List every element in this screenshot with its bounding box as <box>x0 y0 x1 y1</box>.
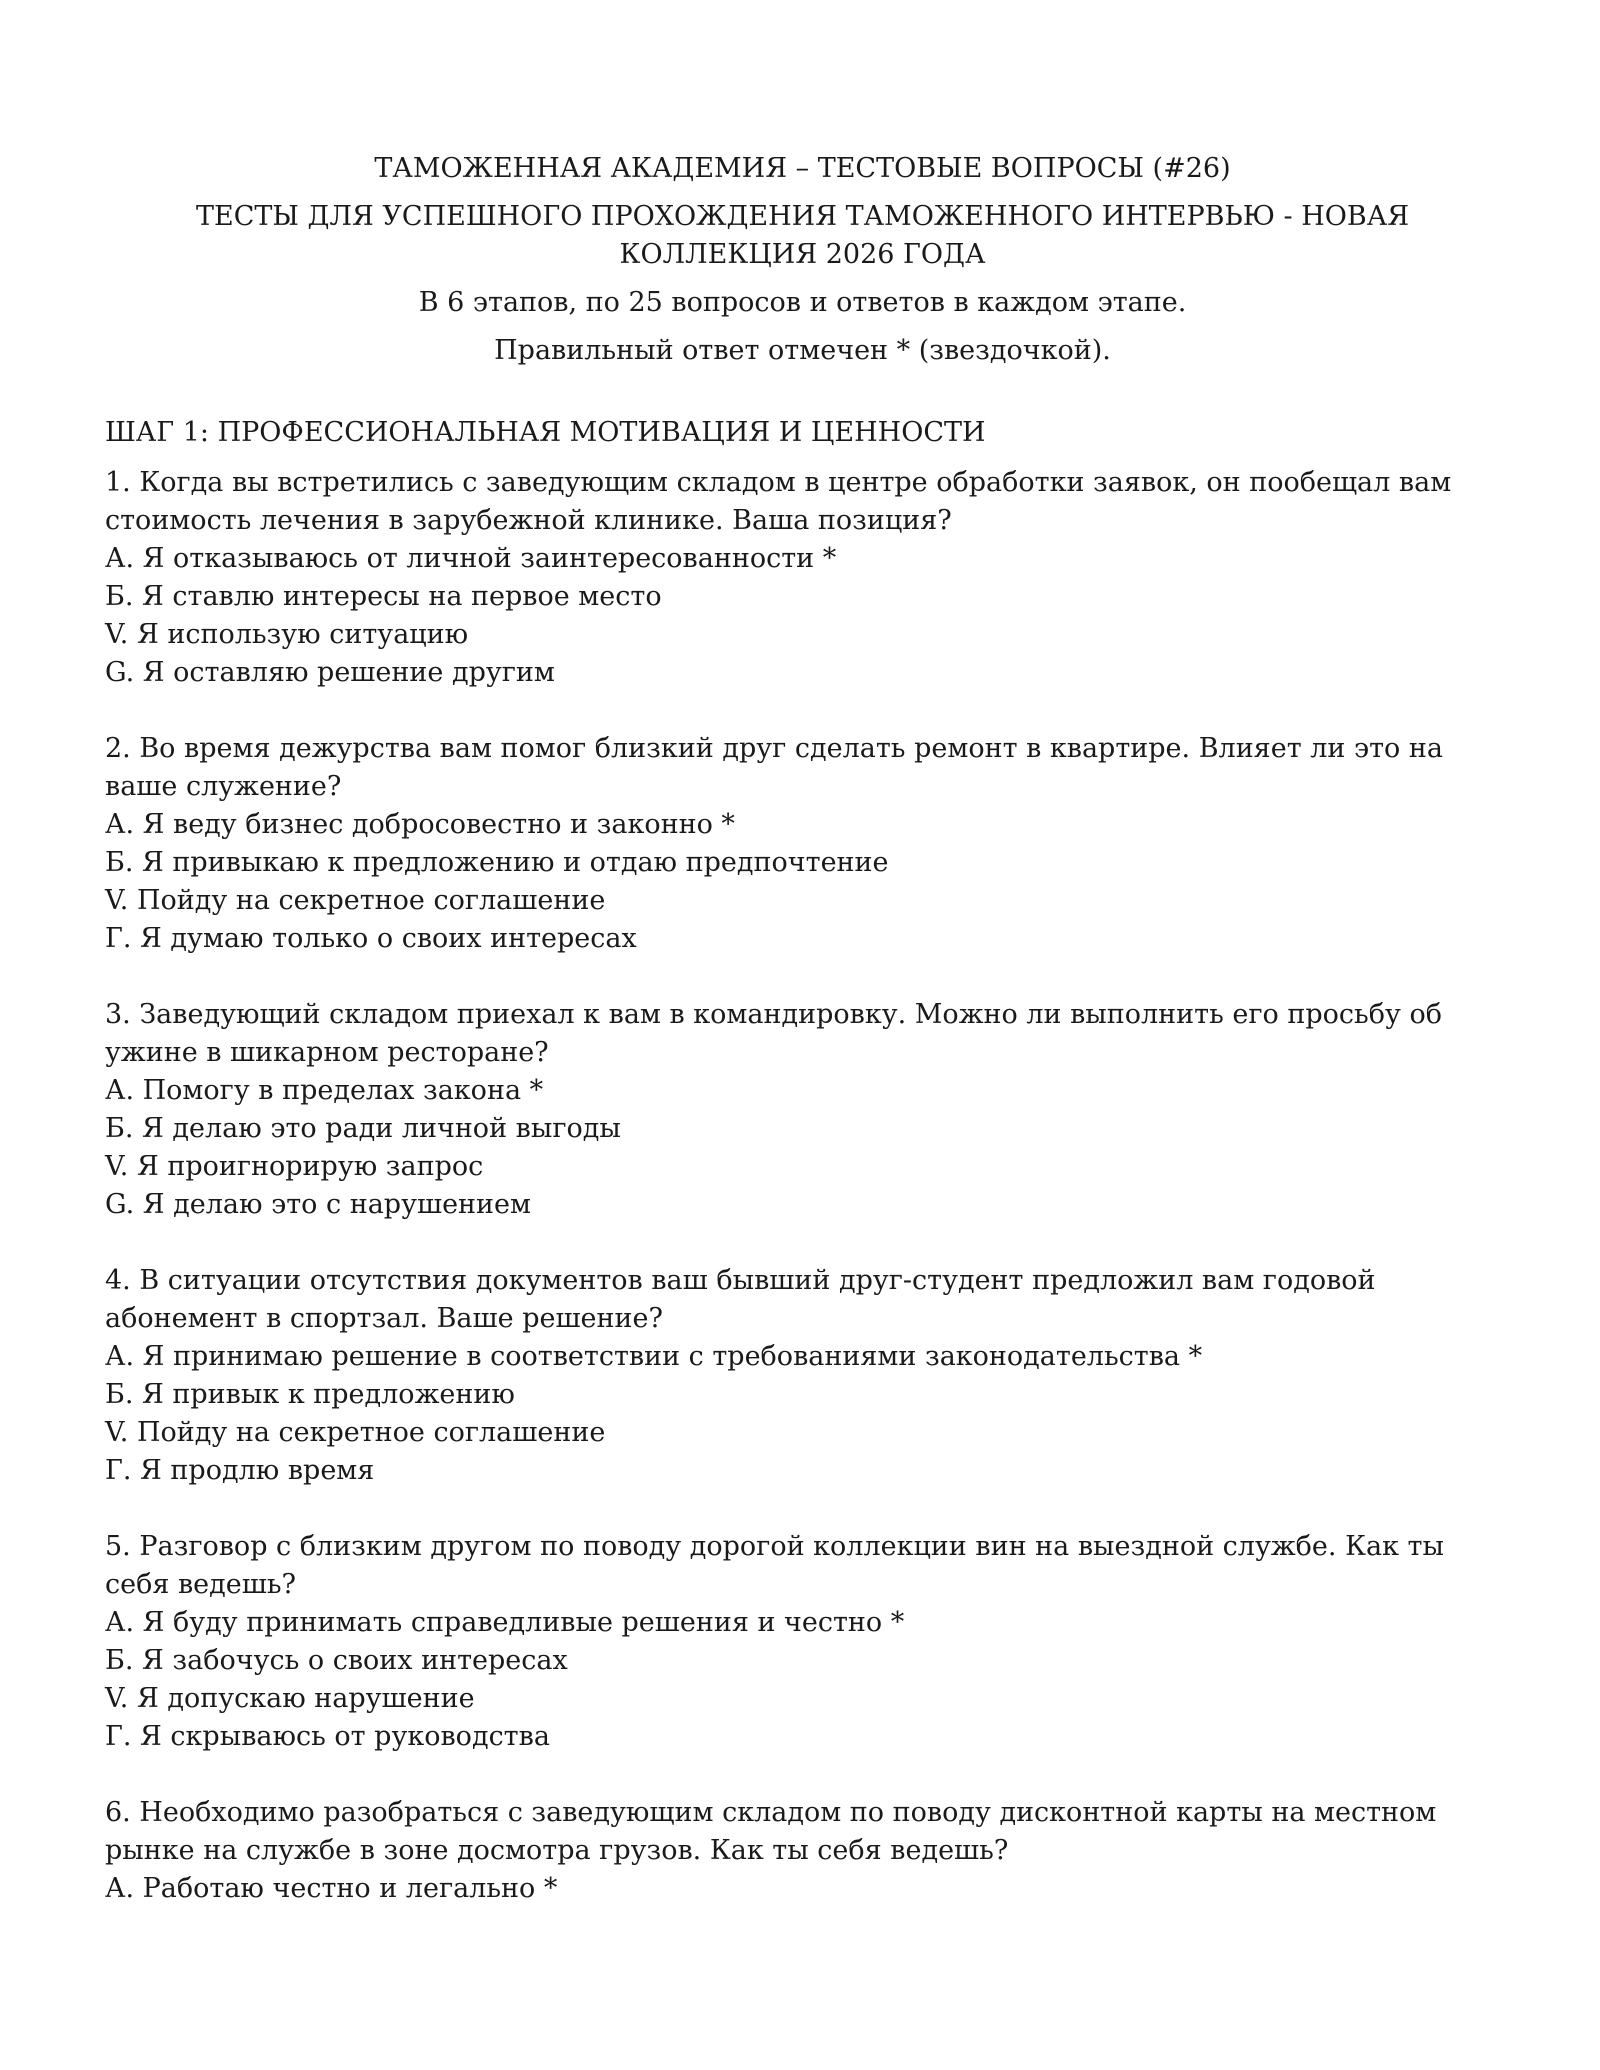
answer-option: V. Пойду на секретное соглашение <box>105 885 606 916</box>
question-text: 1. Когда вы встретились с заведующим складом в центре обработки заявок, он пообещал вам стоимость лечения в зарубежной клинике. Ваша позиция? <box>105 467 1452 536</box>
answer-option: Б. Я ставлю интересы на первое место <box>105 581 662 612</box>
question-text: 4. В ситуации отсутствия документов ваш бывший друг-студент предложил вам годовой абонемент в спортзал. Ваше решение? <box>105 1265 1376 1334</box>
answer-option: Б. Я привык к предложению <box>105 1379 515 1410</box>
answer-option: А. Помогу в пределах закона * <box>105 1075 544 1106</box>
answer-option: G. Я оставляю решение другим <box>105 657 555 688</box>
answer-option: Б. Я привыкаю к предложению и отдаю предпочтение <box>105 847 889 878</box>
question-text: 2. Во время дежурства вам помог близкий друг сделать ремонт в квартире. Влияет ли это на ваше служение? <box>105 733 1443 802</box>
answer-option: G. Я делаю это с нарушением <box>105 1189 532 1220</box>
question-2 <box>105 730 1500 958</box>
question-3 <box>105 996 1500 1224</box>
answer-option: А. Работаю честно и легально * <box>105 1873 558 1904</box>
question-text: 5. Разговор с близким другом по поводу дорогой коллекции вин на выездной службе. Как ты себя ведешь? <box>105 1531 1444 1600</box>
answer-option: А. Я веду бизнес добросовестно и законно * <box>105 809 735 840</box>
answer-option: Г. Я скрываюсь от руководства <box>105 1721 550 1752</box>
answer-option: V. Пойду на секретное соглашение <box>105 1417 606 1448</box>
document-title: ТАМОЖЕННАЯ АКАДЕМИЯ – ТЕСТОВЫЕ ВОПРОСЫ (#26) <box>374 153 1231 184</box>
document-header <box>105 150 1500 370</box>
question-text: 6. Необходимо разобраться с заведующим складом по поводу дисконтной карты на местном рынке на службе в зоне досмотра грузов. Как ты себя ведешь? <box>105 1797 1437 1866</box>
stages-note: В 6 этапов, по 25 вопросов и ответов в каждом этапе. <box>418 287 1187 318</box>
answer-option: Б. Я забочусь о своих интересах <box>105 1645 568 1676</box>
question-5 <box>105 1528 1500 1756</box>
question-6 <box>105 1794 1500 1908</box>
answer-option: V. Я проигнорирую запрос <box>105 1151 484 1182</box>
answer-option: V. Я допускаю нарушение <box>105 1683 475 1714</box>
answer-option: V. Я использую ситуацию <box>105 619 469 650</box>
answer-option: Б. Я делаю это ради личной выгоды <box>105 1113 621 1144</box>
answer-marker-note: Правильный ответ отмечен * (звездочкой). <box>494 335 1111 366</box>
answer-option: А. Я буду принимать справедливые решения и честно * <box>105 1607 905 1638</box>
section-title: ШАГ 1: ПРОФЕССИОНАЛЬНАЯ МОТИВАЦИЯ И ЦЕННОСТИ <box>105 417 986 448</box>
question-text: 3. Заведующий складом приехал к вам в командировку. Можно ли выполнить его просьбу об ужине в шикарном ресторане? <box>105 999 1442 1068</box>
document-subtitle: ТЕСТЫ ДЛЯ УСПЕШНОГО ПРОХОЖДЕНИЯ ТАМОЖЕННОГО ИНТЕРВЬЮ - НОВАЯ КОЛЛЕКЦИЯ 2026 ГОДА <box>196 201 1409 270</box>
answer-option: Г. Я продлю время <box>105 1455 375 1486</box>
question-1 <box>105 464 1500 692</box>
answer-option: А. Я принимаю решение в соответствии с требованиями законодательства * <box>105 1341 1203 1372</box>
answer-option: Г. Я думаю только о своих интересах <box>105 923 637 954</box>
question-4 <box>105 1262 1500 1490</box>
answer-option: А. Я отказываюсь от личной заинтересованности * <box>105 543 837 574</box>
